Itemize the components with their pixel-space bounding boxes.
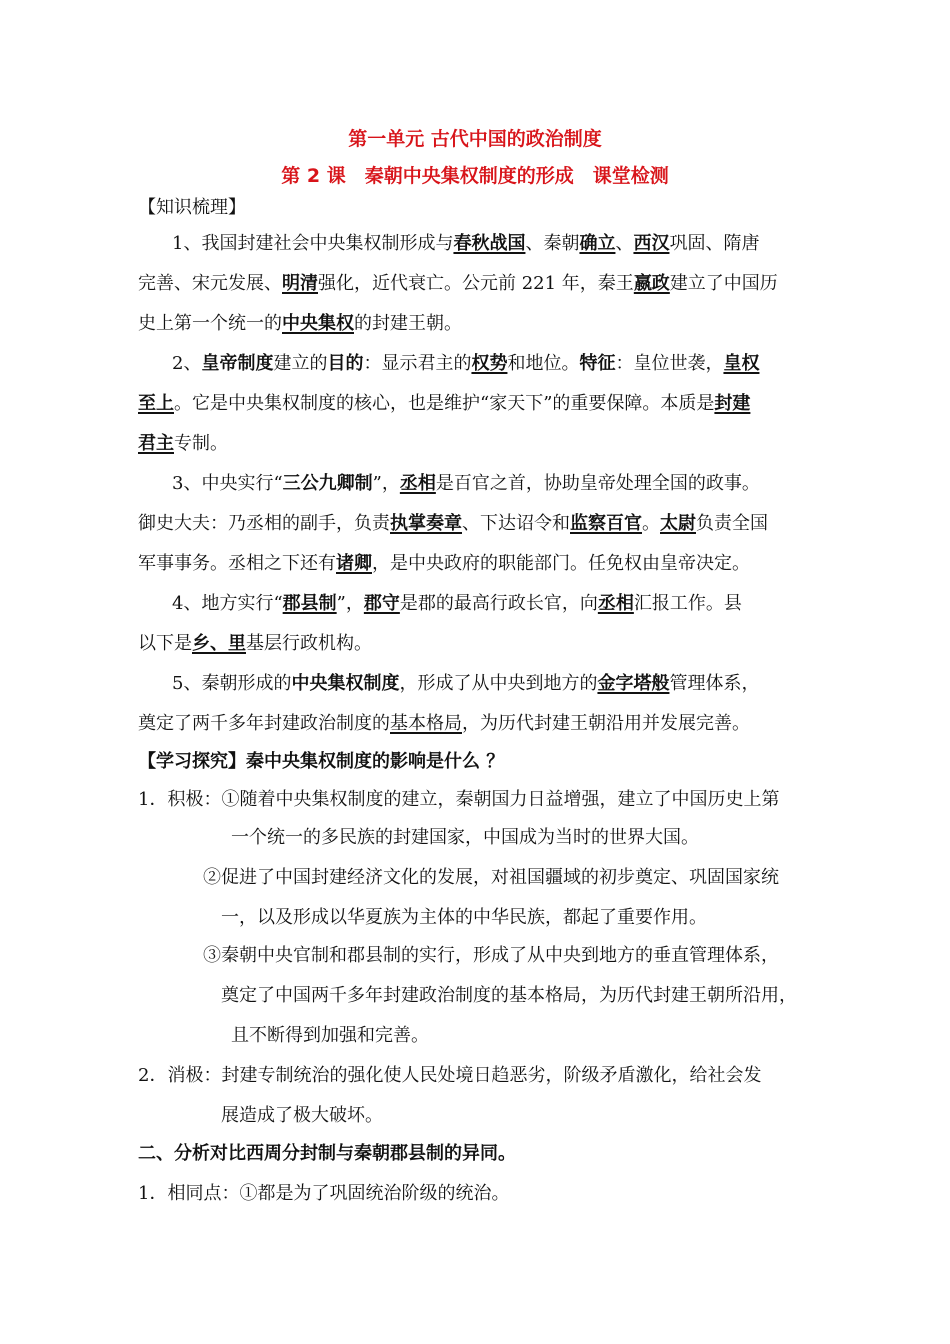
para4-line1 xyxy=(172,592,742,616)
keyword: 皇权 xyxy=(723,353,760,374)
unit-title: 第一单元 古代中国的政治制度 xyxy=(348,128,602,150)
keyword: 目的 xyxy=(327,353,364,374)
keyword: 郡守 xyxy=(363,593,400,614)
keyword: 三公九卿制 xyxy=(282,473,373,494)
keyword: 乡、里 xyxy=(192,633,246,654)
text: 负责全国 xyxy=(696,513,768,534)
text: 完善、宋元发展、 xyxy=(138,273,282,294)
text: ：显示君主的 xyxy=(363,353,472,374)
text: ，为历代封建王朝沿用并发展完善。 xyxy=(462,713,750,734)
keyword: 封建 xyxy=(714,393,751,414)
keyword: 权势 xyxy=(471,353,508,374)
positive-3-cont2: 且不断得到加强和完善。 xyxy=(231,1025,429,1046)
keyword: 君主 xyxy=(138,433,174,454)
keyword: 明清 xyxy=(282,273,318,294)
keyword: 监察百官 xyxy=(570,513,642,534)
para2-line3 xyxy=(138,432,228,456)
section2-header: 二、分析对比西周分封制与秦朝郡县制的异同。 xyxy=(138,1143,516,1164)
text: 建立的 xyxy=(273,353,328,374)
keyword: 西汉 xyxy=(633,233,670,254)
negative-1-cont: 展造成了极大破坏。 xyxy=(221,1105,383,1126)
para5-line1 xyxy=(172,672,759,696)
para3-line1 xyxy=(172,472,760,496)
para3-line2 xyxy=(138,512,768,536)
text: 1、我国封建社会中央集权制形成与 xyxy=(172,233,454,254)
text: 以下是 xyxy=(138,633,192,654)
keyword: 太尉 xyxy=(660,513,696,534)
keyword: 中央集权 xyxy=(282,313,354,334)
text: 、下达诏令和 xyxy=(462,513,570,534)
text: 。它是中央集权制度的核心，也是维护“家天下”的重要保障。本质是 xyxy=(174,393,715,414)
text: 、秦朝 xyxy=(525,233,580,254)
keyword: 至上 xyxy=(138,393,174,414)
explore-header-line xyxy=(138,750,504,774)
para1-line2 xyxy=(138,272,778,296)
text: 史上第一个统一的 xyxy=(138,313,282,334)
text: 强化，近代衰亡。公元前 221 年，秦王 xyxy=(318,273,634,294)
section2-similarity: 1．相同点：①都是为了巩固统治阶级的统治。 xyxy=(138,1183,510,1204)
explore-question: 秦中央集权制度的影响是什么 ？ xyxy=(246,751,505,772)
text: 2、 xyxy=(172,353,202,374)
positive-1: 1．积极：①随着中央集权制度的建立，秦朝国力日益增强，建立了中国历史上第 xyxy=(138,789,780,810)
text: ”， xyxy=(336,593,364,614)
keyword: 执掌奏章 xyxy=(390,513,462,534)
para1-line3 xyxy=(138,312,462,336)
para1-line1 xyxy=(172,232,759,256)
text: 3、中央实行“ xyxy=(172,473,283,494)
text: 专制。 xyxy=(174,433,228,454)
keyword: 基本格局 xyxy=(390,713,462,734)
keyword: 诸卿 xyxy=(336,553,372,574)
text: 军事事务。丞相之下还有 xyxy=(138,553,336,574)
keyword: 嬴政 xyxy=(633,273,670,294)
para2-line1 xyxy=(172,352,759,376)
keyword: 确立 xyxy=(579,233,616,254)
knowledge-header: 【知识梳理】 xyxy=(138,197,246,218)
text: 是百官之首，协助皇帝处理全国的政事。 xyxy=(435,473,760,494)
para5-line2 xyxy=(138,712,750,736)
text: 和地位。 xyxy=(507,353,580,374)
keyword: 皇帝制度 xyxy=(201,353,274,374)
text: 4、地方实行“ xyxy=(172,593,283,614)
positive-3: ③秦朝中央官制和郡县制的实行，形成了从中央到地方的垂直管理体系， xyxy=(203,945,779,966)
keyword: 丞相 xyxy=(597,593,634,614)
text: 。 xyxy=(642,513,660,534)
text: ，形成了从中央到地方的 xyxy=(399,673,598,694)
keyword: 中央集权制度 xyxy=(291,673,400,694)
keyword: 金字塔般 xyxy=(597,673,670,694)
negative-1: 2．消极：封建专制统治的强化使人民处境日趋恶劣，阶级矛盾激化，给社会发 xyxy=(138,1065,762,1086)
text: ”， xyxy=(372,473,400,494)
positive-2: ②促进了中国封建经济文化的发展，对祖国疆域的初步奠定、巩固国家统 xyxy=(203,867,779,888)
para3-line3 xyxy=(138,552,750,576)
text: 奠定了两千多年封建政治制度的 xyxy=(138,713,390,734)
text: 的封建王朝。 xyxy=(354,313,462,334)
text: 5、秦朝形成的 xyxy=(172,673,292,694)
text: ，是中央政府的职能部门。任免权由皇帝决定。 xyxy=(372,553,750,574)
keyword: 郡县制 xyxy=(282,593,337,614)
keyword: 春秋战国 xyxy=(453,233,526,254)
keyword: 特征 xyxy=(579,353,616,374)
para4-line2 xyxy=(138,632,372,656)
lesson-title: 第 2 课 秦朝中央集权制度的形成 课堂检测 xyxy=(281,165,669,187)
text: 、 xyxy=(615,233,634,254)
text: 巩固、隋唐 xyxy=(669,233,760,254)
positive-1-cont: 一个统一的多民族的封建国家，中国成为当时的世界大国。 xyxy=(231,827,699,848)
text: 建立了中国历 xyxy=(669,273,778,294)
text: 汇报工作。县 xyxy=(633,593,742,614)
text: 是郡的最高行政长官，向 xyxy=(399,593,598,614)
text: 管理体系， xyxy=(669,673,760,694)
positive-2-cont: 一，以及形成以华夏族为主体的中华民族，都起了重要作用。 xyxy=(221,907,707,928)
text: 御史大夫：乃丞相的副手，负责 xyxy=(138,513,390,534)
text: 基层行政机构。 xyxy=(246,633,372,654)
text: ：皇位世袭， xyxy=(615,353,724,374)
positive-3-cont: 奠定了中国两千多年封建政治制度的基本格局，为历代封建王朝所沿用， xyxy=(221,985,797,1006)
para2-line2 xyxy=(138,392,750,416)
explore-header: 【学习探究】 xyxy=(138,751,246,772)
keyword: 丞相 xyxy=(399,473,436,494)
